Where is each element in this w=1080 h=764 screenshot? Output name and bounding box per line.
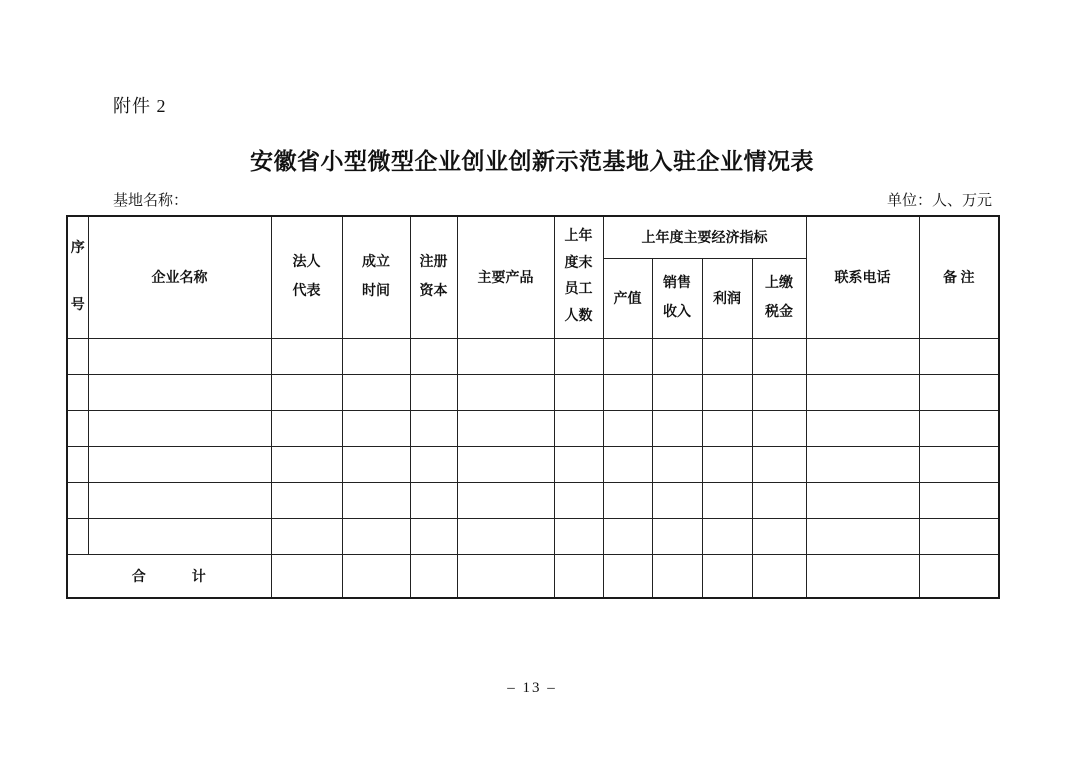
total-row-label: 合 计 bbox=[67, 554, 271, 598]
empty-cell bbox=[702, 518, 752, 554]
empty-cell bbox=[806, 482, 919, 518]
empty-cell bbox=[67, 338, 88, 374]
table-body bbox=[67, 338, 999, 598]
empty-cell bbox=[554, 446, 603, 482]
empty-cell bbox=[806, 554, 919, 598]
empty-cell bbox=[603, 338, 652, 374]
col-header-output-value: 产值 bbox=[603, 258, 652, 338]
empty-cell bbox=[410, 338, 457, 374]
empty-cell bbox=[271, 554, 342, 598]
empty-cell bbox=[271, 446, 342, 482]
empty-cell bbox=[603, 410, 652, 446]
empty-cell bbox=[67, 374, 88, 410]
empty-cell bbox=[652, 518, 702, 554]
col-header-serial-number bbox=[67, 216, 88, 338]
empty-cell bbox=[702, 554, 752, 598]
empty-cell bbox=[919, 410, 999, 446]
empty-cell bbox=[603, 518, 652, 554]
empty-cell bbox=[702, 374, 752, 410]
empty-cell bbox=[554, 482, 603, 518]
empty-cell bbox=[554, 338, 603, 374]
empty-cell bbox=[554, 374, 603, 410]
col-group-economic-indicators: 上年度主要经济指标 bbox=[603, 216, 806, 258]
col-header-employees-label: 上年度末员工人数 bbox=[564, 229, 593, 324]
empty-cell bbox=[752, 482, 806, 518]
empty-cell bbox=[410, 410, 457, 446]
empty-cell bbox=[652, 482, 702, 518]
empty-cell bbox=[67, 482, 88, 518]
empty-cell bbox=[88, 482, 271, 518]
empty-cell bbox=[271, 374, 342, 410]
empty-cell bbox=[603, 482, 652, 518]
unit-label: 单位：人、万元 bbox=[886, 193, 992, 209]
empty-cell bbox=[410, 482, 457, 518]
empty-cell bbox=[342, 482, 410, 518]
empty-row bbox=[67, 482, 999, 518]
empty-cell bbox=[271, 518, 342, 554]
enterprise-table bbox=[66, 215, 1000, 599]
empty-cell bbox=[342, 338, 410, 374]
empty-cell bbox=[271, 482, 342, 518]
empty-cell bbox=[410, 374, 457, 410]
col-header-sales-revenue-label: 销售收入 bbox=[662, 275, 691, 320]
col-header-tax-paid-label: 上缴税金 bbox=[764, 275, 793, 320]
empty-cell bbox=[919, 338, 999, 374]
header-row-top bbox=[67, 216, 999, 258]
page-title: 安徽省小型微型企业创业创新示范基地入驻企业情况表 bbox=[250, 149, 814, 174]
empty-cell bbox=[554, 410, 603, 446]
attachment-label: 附件 2 bbox=[113, 96, 167, 116]
empty-cell bbox=[88, 410, 271, 446]
empty-cell bbox=[67, 518, 88, 554]
empty-cell bbox=[919, 446, 999, 482]
empty-cell bbox=[554, 518, 603, 554]
empty-cell bbox=[652, 554, 702, 598]
empty-cell bbox=[88, 338, 271, 374]
empty-cell bbox=[806, 374, 919, 410]
empty-cell bbox=[67, 410, 88, 446]
col-header-company-name: 企业名称 bbox=[88, 216, 271, 338]
empty-cell bbox=[342, 410, 410, 446]
col-header-sales-revenue bbox=[652, 258, 702, 338]
empty-cell bbox=[752, 374, 806, 410]
col-header-employees-end-of-last-year bbox=[554, 216, 603, 338]
empty-cell bbox=[554, 554, 603, 598]
empty-row bbox=[67, 338, 999, 374]
empty-cell bbox=[342, 446, 410, 482]
empty-cell bbox=[342, 374, 410, 410]
col-header-profit: 利润 bbox=[702, 258, 752, 338]
empty-cell bbox=[702, 410, 752, 446]
empty-cell bbox=[806, 410, 919, 446]
empty-cell bbox=[457, 374, 554, 410]
empty-cell bbox=[752, 518, 806, 554]
col-header-registered-capital bbox=[410, 216, 457, 338]
empty-cell bbox=[457, 410, 554, 446]
empty-cell bbox=[702, 338, 752, 374]
col-header-main-products: 主要产品 bbox=[457, 216, 554, 338]
empty-cell bbox=[271, 338, 342, 374]
table-meta-row bbox=[66, 189, 998, 210]
empty-cell bbox=[271, 410, 342, 446]
empty-cell bbox=[603, 554, 652, 598]
col-header-legal-representative bbox=[271, 216, 342, 338]
col-header-remarks: 备 注 bbox=[919, 216, 999, 338]
empty-cell bbox=[652, 374, 702, 410]
empty-cell bbox=[457, 338, 554, 374]
total-row bbox=[67, 554, 999, 598]
empty-row bbox=[67, 446, 999, 482]
empty-cell bbox=[652, 410, 702, 446]
empty-cell bbox=[88, 374, 271, 410]
col-header-legal-representative-label: 法人代表 bbox=[292, 254, 321, 300]
col-header-registered-capital-label: 注册资本 bbox=[419, 254, 448, 300]
empty-cell bbox=[752, 446, 806, 482]
col-header-contact-phone: 联系电话 bbox=[806, 216, 919, 338]
empty-cell bbox=[88, 518, 271, 554]
empty-row bbox=[67, 374, 999, 410]
empty-cell bbox=[919, 374, 999, 410]
empty-cell bbox=[342, 554, 410, 598]
empty-cell bbox=[457, 554, 554, 598]
empty-cell bbox=[457, 446, 554, 482]
col-header-founding-date bbox=[342, 216, 410, 338]
empty-cell bbox=[806, 446, 919, 482]
empty-cell bbox=[652, 446, 702, 482]
table-header bbox=[67, 216, 999, 338]
empty-cell bbox=[67, 446, 88, 482]
empty-cell bbox=[457, 518, 554, 554]
page-number: – 13 – bbox=[507, 680, 557, 696]
empty-cell bbox=[603, 446, 652, 482]
empty-cell bbox=[603, 374, 652, 410]
empty-cell bbox=[457, 482, 554, 518]
empty-cell bbox=[410, 554, 457, 598]
document-content bbox=[66, 0, 998, 764]
col-header-founding-date-label: 成立时间 bbox=[361, 254, 390, 300]
empty-cell bbox=[702, 482, 752, 518]
col-header-serial-number-label: 序号 bbox=[70, 240, 85, 314]
empty-cell bbox=[410, 518, 457, 554]
empty-cell bbox=[752, 410, 806, 446]
empty-cell bbox=[919, 482, 999, 518]
empty-cell bbox=[410, 446, 457, 482]
base-name-label: 基地名称： bbox=[113, 193, 189, 209]
empty-row bbox=[67, 410, 999, 446]
empty-cell bbox=[702, 446, 752, 482]
empty-cell bbox=[806, 338, 919, 374]
col-header-tax-paid bbox=[752, 258, 806, 338]
empty-cell bbox=[342, 518, 410, 554]
empty-row bbox=[67, 518, 999, 554]
empty-cell bbox=[88, 446, 271, 482]
empty-cell bbox=[806, 518, 919, 554]
empty-cell bbox=[652, 338, 702, 374]
empty-cell bbox=[752, 554, 806, 598]
empty-cell bbox=[752, 338, 806, 374]
empty-cell bbox=[919, 518, 999, 554]
empty-cell bbox=[919, 554, 999, 598]
